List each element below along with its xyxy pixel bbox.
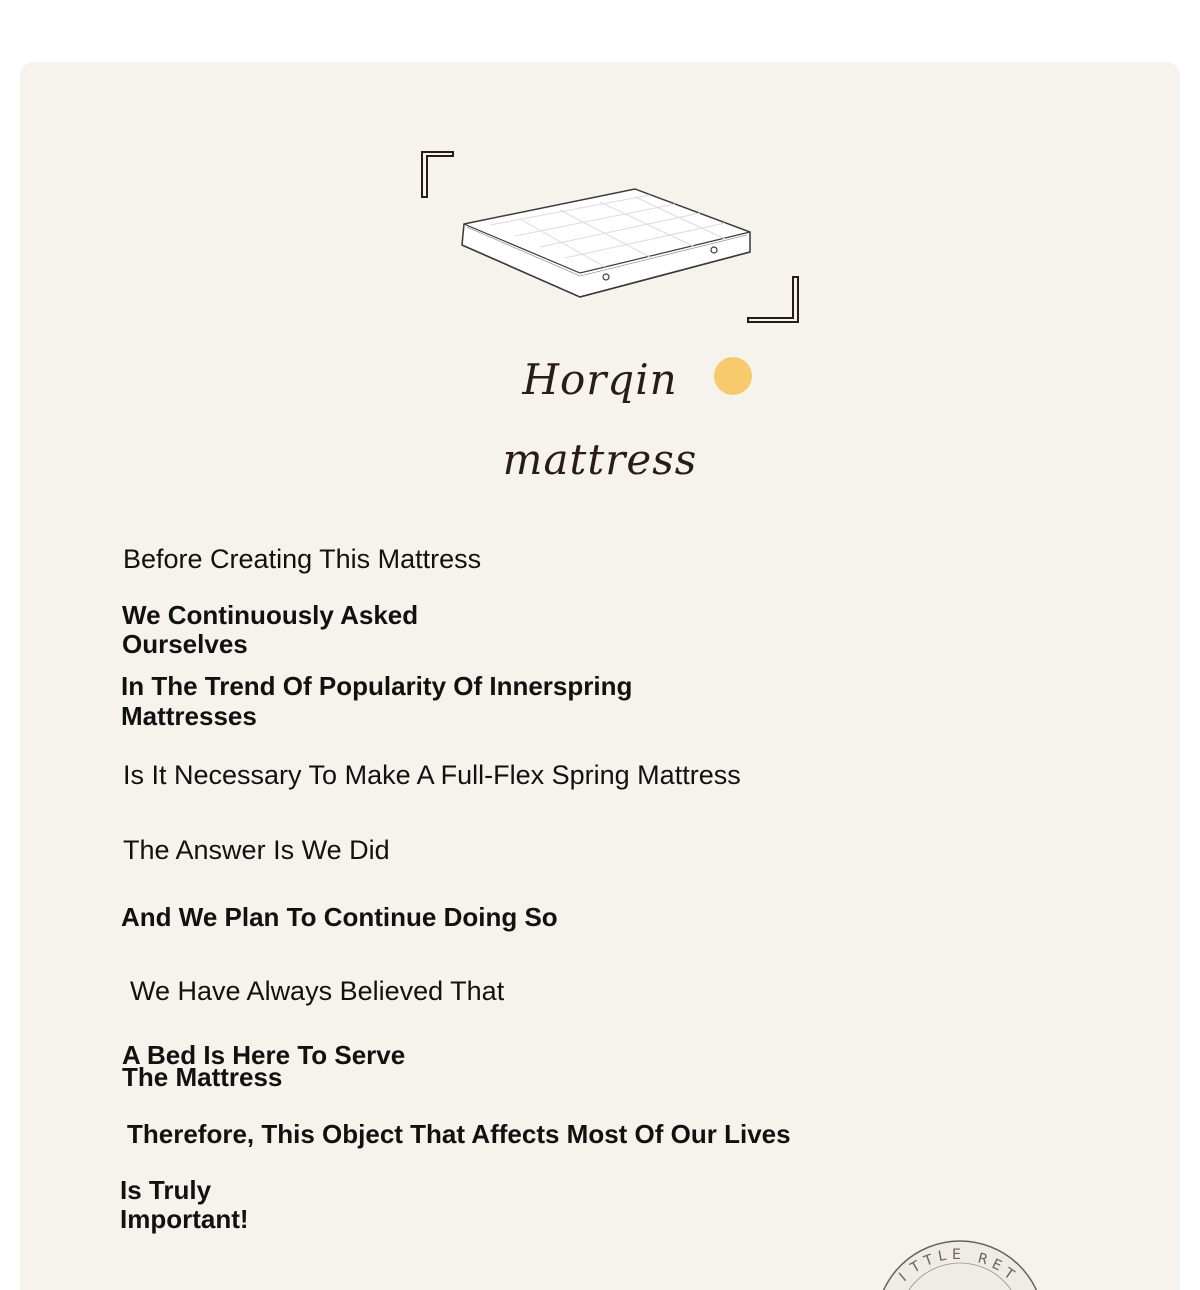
story-line: Important! [120,1204,249,1234]
story-line: Therefore, This Object That Affects Most Of Our Lives [127,1119,791,1149]
story-line: And We Plan To Continue Doing So [121,902,558,932]
story-line: We Have Always Believed That [130,976,505,1006]
brand-script-name: Horqin mattress [502,355,698,484]
svg-text:T: T [908,1258,924,1277]
mattress-body-icon [462,189,750,297]
story-line: Ourselves [122,629,248,659]
story-line: Is It Necessary To Make A Full-Flex Spring Mattress [123,760,741,790]
mattress-illustration-icon [420,147,800,327]
corner-bracket-bottom-right-icon [748,277,798,322]
svg-text:I: I [896,1270,910,1286]
brand-story-card [20,62,1180,1290]
corner-bracket-top-left-icon [422,152,453,197]
svg-text:L: L [936,1247,948,1265]
story-line: The Answer Is We Did [123,835,390,865]
story-line: The Mattress [122,1062,283,1092]
story-line: In The Trend Of Popularity Of Innerspring [121,671,633,701]
brand-logo [440,340,760,484]
story-line: Is Truly [120,1175,212,1205]
svg-text:E: E [989,1256,1005,1275]
story-line: A Bed Is Here To Serve [122,1040,406,1070]
svg-text:T: T [921,1251,936,1270]
story-line: Mattresses [121,701,257,731]
story-line: We Continuously Asked [122,600,419,630]
circular-stamp-icon [870,1237,1050,1290]
hero-image [420,147,800,327]
svg-text:R: R [975,1250,990,1269]
svg-text:E: E [952,1247,961,1263]
svg-text:T: T [1000,1265,1017,1284]
story-line: Before Creating This Mattress [123,544,482,574]
